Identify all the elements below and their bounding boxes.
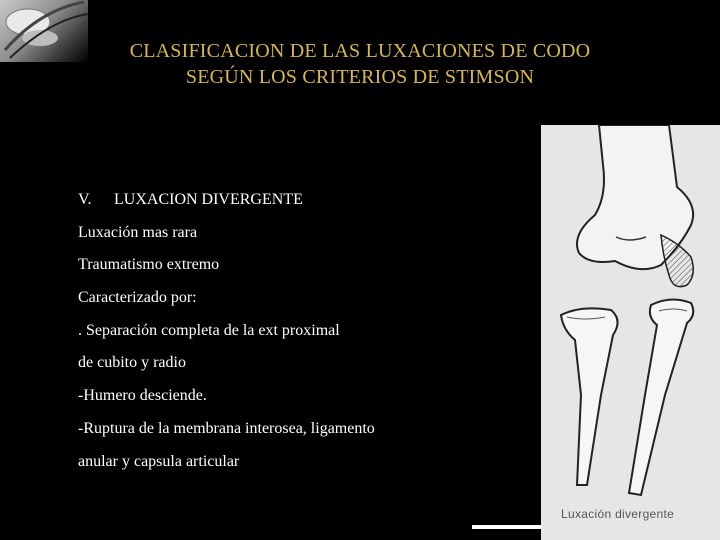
text-line: . Separación completa de la ext proximal [78,321,340,339]
heading-text: LUXACION DIVERGENTE [114,191,303,208]
figure-caption: Luxación divergente [561,507,675,521]
title-line-1: CLASIFICACION DE LAS LUXACIONES DE CODO [129,40,591,62]
text-line: de cubito y radio [78,354,186,372]
slide-title [60,38,660,90]
elbow-bones-illustration [541,125,720,540]
bottom-accent-bar [472,525,542,529]
content-body [78,190,518,484]
text-line: Luxación mas rara [78,223,198,241]
text-line: Caracterizado por: [78,289,197,307]
text-line: anular y capsula articular [78,452,240,470]
section-heading [78,190,518,223]
title-line-2: SEGÚN LOS CRITERIOS DE STIMSON [185,66,535,88]
text-line: Traumatismo extremo [78,256,220,274]
text-line: -Ruptura de la membrana interosea, ligamento [78,419,375,437]
heading-number: V. [78,191,92,208]
elbow-dislocation-figure [541,125,720,540]
text-line: -Humero desciende. [78,387,207,405]
